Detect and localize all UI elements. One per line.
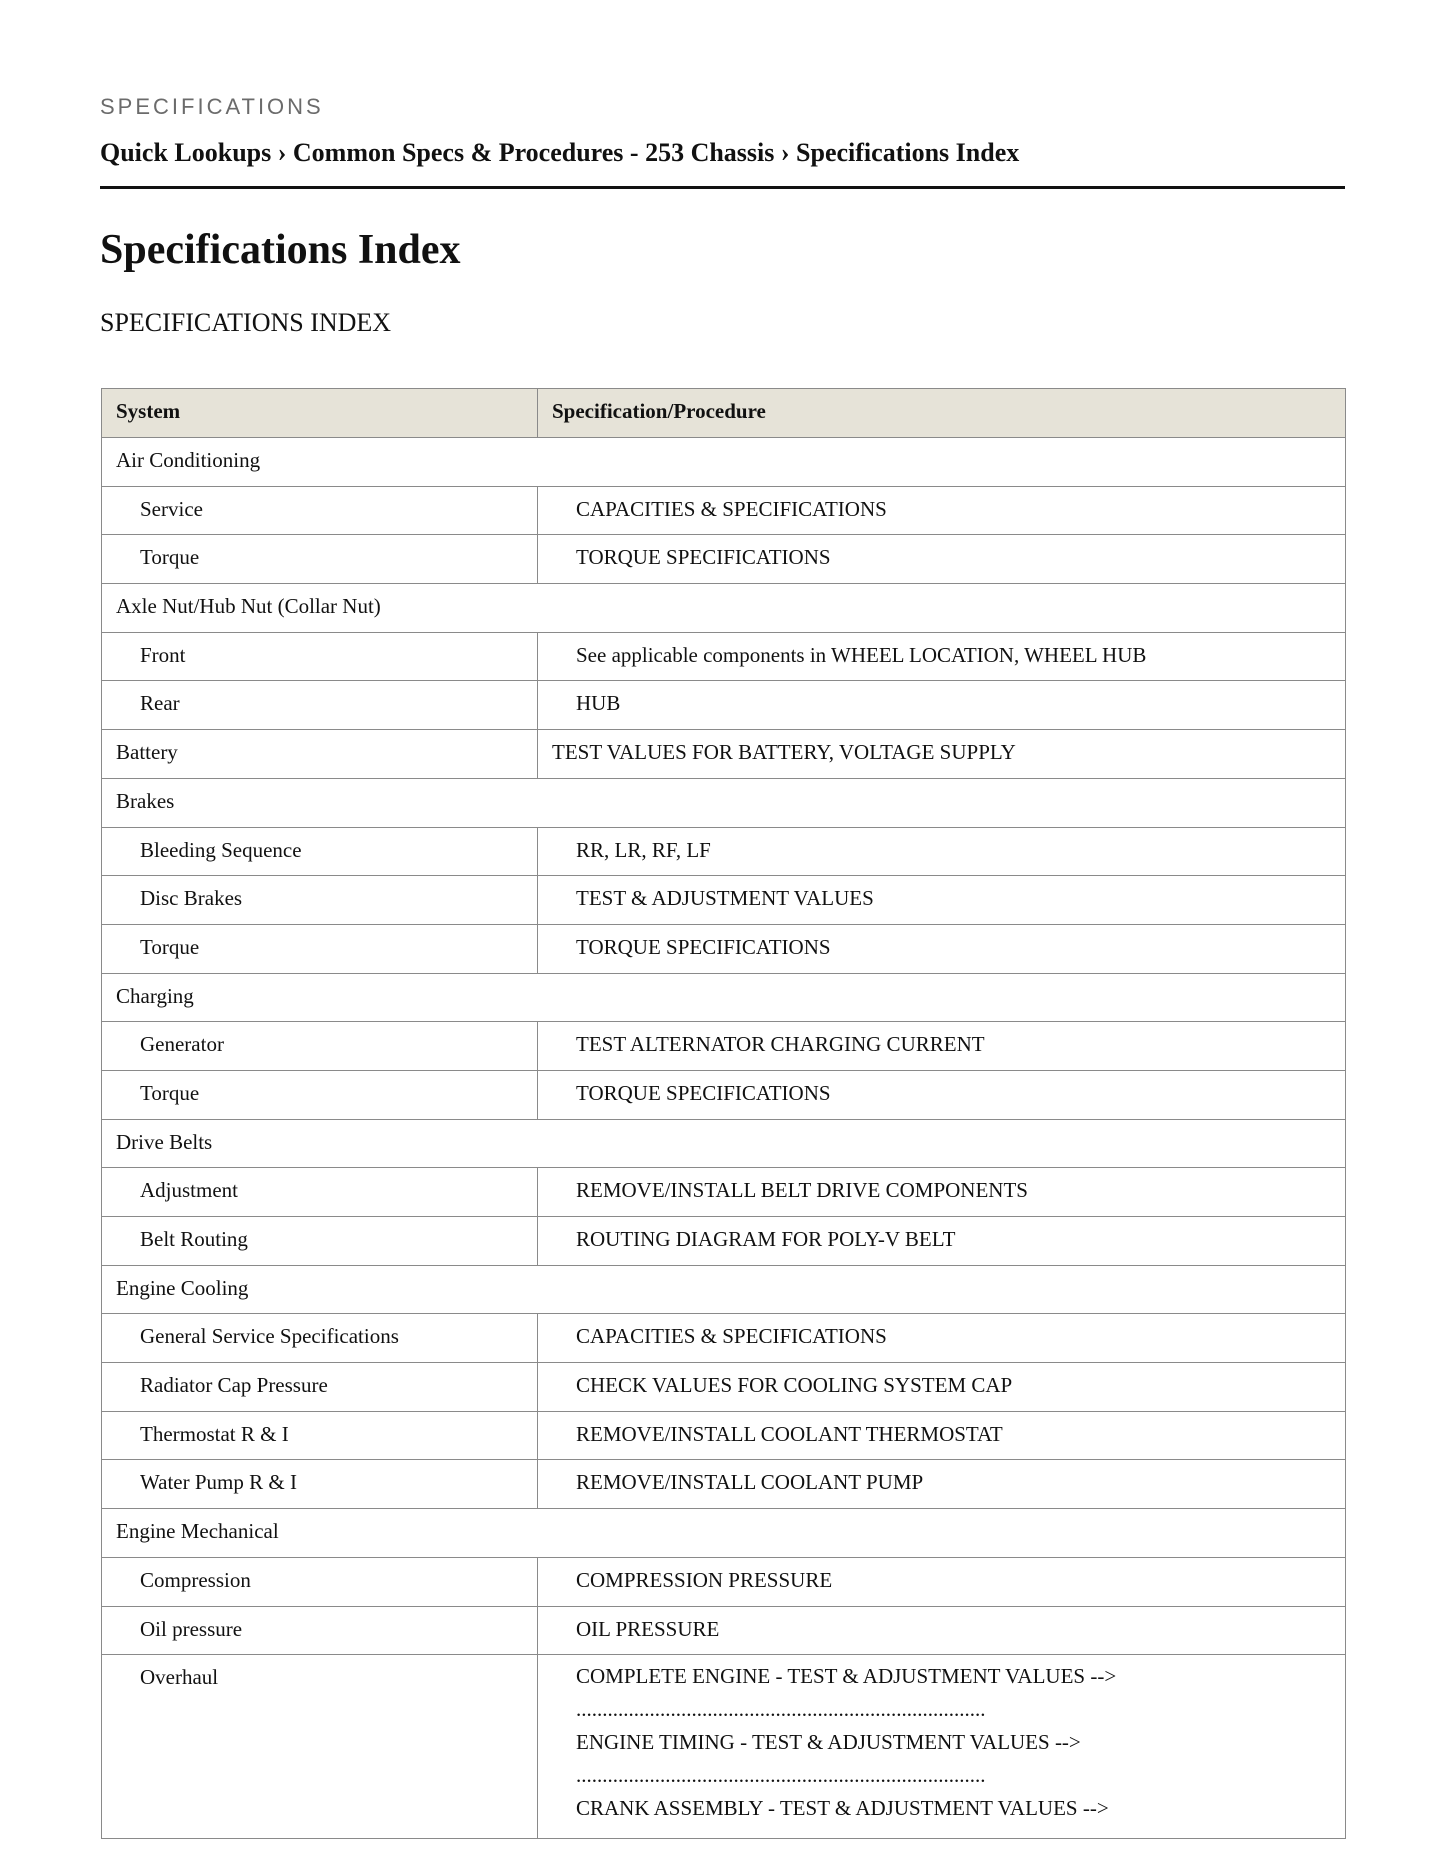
system-cell: Torque (102, 535, 538, 584)
system-group-cell: Drive Belts (102, 1119, 1346, 1168)
breadcrumb[interactable]: Quick Lookups › Common Specs & Procedures - 253 Chassis › Specifications Index (100, 138, 1020, 167)
table-row (102, 730, 1346, 779)
table-group-row (102, 1265, 1346, 1314)
specification-cell[interactable]: CAPACITIES & SPECIFICATIONS (538, 486, 1346, 535)
table-row (102, 1314, 1346, 1363)
column-header-spec: Specification/Procedure (538, 389, 1346, 438)
table-row (102, 1557, 1346, 1606)
table-row (102, 681, 1346, 730)
specification-cell[interactable]: CAPACITIES & SPECIFICATIONS (538, 1314, 1346, 1363)
table-body (102, 438, 1346, 1839)
system-cell: Overhaul (102, 1655, 538, 1839)
specification-cell[interactable]: REMOVE/INSTALL COOLANT THERMOSTAT (538, 1411, 1346, 1460)
specification-link[interactable]: ENGINE TIMING - TEST & ADJUSTMENT VALUES --> (576, 1730, 1081, 1755)
table-row (102, 876, 1346, 925)
system-cell: Rear (102, 681, 538, 730)
specification-cell[interactable]: TEST VALUES FOR BATTERY, VOLTAGE SUPPLY (538, 730, 1346, 779)
table-row (102, 1363, 1346, 1412)
system-cell: Front (102, 632, 538, 681)
table-row (102, 632, 1346, 681)
table-group-row (102, 1119, 1346, 1168)
system-cell: Thermostat R & I (102, 1411, 538, 1460)
system-group-cell: Engine Mechanical (102, 1509, 1346, 1558)
system-cell: Oil pressure (102, 1606, 538, 1655)
specification-cell[interactable]: REMOVE/INSTALL COOLANT PUMP (538, 1460, 1346, 1509)
header-divider (100, 186, 1345, 189)
table-group-row (102, 778, 1346, 827)
specification-cell[interactable]: COMPRESSION PRESSURE (538, 1557, 1346, 1606)
specification-cell[interactable]: See applicable components in WHEEL LOCATION, WHEEL HUB (538, 632, 1346, 681)
system-cell: Disc Brakes (102, 876, 538, 925)
specification-cell (538, 1655, 1346, 1839)
table-row (102, 1022, 1346, 1071)
specification-cell[interactable]: ROUTING DIAGRAM FOR POLY-V BELT (538, 1217, 1346, 1266)
table-group-row (102, 438, 1346, 487)
specification-cell[interactable]: TORQUE SPECIFICATIONS (538, 924, 1346, 973)
table-row (102, 486, 1346, 535)
table-row (102, 1606, 1346, 1655)
system-cell: Water Pump R & I (102, 1460, 538, 1509)
dotted-leader: .............................................................................. (576, 1763, 986, 1788)
section-kicker: SPECIFICATIONS (100, 94, 324, 119)
system-cell: Generator (102, 1022, 538, 1071)
system-group-cell: Charging (102, 973, 1346, 1022)
specification-cell[interactable]: OIL PRESSURE (538, 1606, 1346, 1655)
specification-cell[interactable]: TEST & ADJUSTMENT VALUES (538, 876, 1346, 925)
column-header-system: System (102, 389, 538, 438)
specification-link[interactable]: COMPLETE ENGINE - TEST & ADJUSTMENT VALUES --> (576, 1664, 1117, 1689)
table-row (102, 535, 1346, 584)
specifications-table (101, 388, 1346, 1839)
system-cell: Battery (102, 730, 538, 779)
table-row (102, 924, 1346, 973)
system-cell: Radiator Cap Pressure (102, 1363, 538, 1412)
system-group-cell: Engine Cooling (102, 1265, 1346, 1314)
system-cell: Adjustment (102, 1168, 538, 1217)
table-group-row (102, 584, 1346, 633)
dotted-leader: .............................................................................. (576, 1697, 986, 1722)
table-row (102, 1070, 1346, 1119)
system-cell: Torque (102, 924, 538, 973)
system-cell: Belt Routing (102, 1217, 538, 1266)
specification-cell[interactable]: REMOVE/INSTALL BELT DRIVE COMPONENTS (538, 1168, 1346, 1217)
system-cell: Service (102, 486, 538, 535)
specification-cell[interactable]: TORQUE SPECIFICATIONS (538, 535, 1346, 584)
system-group-cell: Axle Nut/Hub Nut (Collar Nut) (102, 584, 1346, 633)
specification-link[interactable]: CRANK ASSEMBLY - TEST & ADJUSTMENT VALUES --> (576, 1796, 1109, 1821)
table-row (102, 1411, 1346, 1460)
table-row (102, 827, 1346, 876)
table-row (102, 1460, 1346, 1509)
system-group-cell: Brakes (102, 778, 1346, 827)
table-header-row (102, 389, 1346, 438)
system-cell: Compression (102, 1557, 538, 1606)
table-row (102, 1217, 1346, 1266)
system-cell: General Service Specifications (102, 1314, 538, 1363)
specification-cell[interactable]: RR, LR, RF, LF (538, 827, 1346, 876)
page-subtitle: SPECIFICATIONS INDEX (100, 308, 392, 337)
table-row (102, 1655, 1346, 1839)
system-cell: Torque (102, 1070, 538, 1119)
system-cell: Bleeding Sequence (102, 827, 538, 876)
specification-cell[interactable]: HUB (538, 681, 1346, 730)
table-group-row (102, 1509, 1346, 1558)
specification-cell[interactable]: TORQUE SPECIFICATIONS (538, 1070, 1346, 1119)
specification-cell[interactable]: TEST ALTERNATOR CHARGING CURRENT (538, 1022, 1346, 1071)
table-row (102, 1168, 1346, 1217)
system-group-cell: Air Conditioning (102, 438, 1346, 487)
page-title: Specifications Index (100, 227, 461, 273)
specification-cell[interactable]: CHECK VALUES FOR COOLING SYSTEM CAP (538, 1363, 1346, 1412)
table-group-row (102, 973, 1346, 1022)
